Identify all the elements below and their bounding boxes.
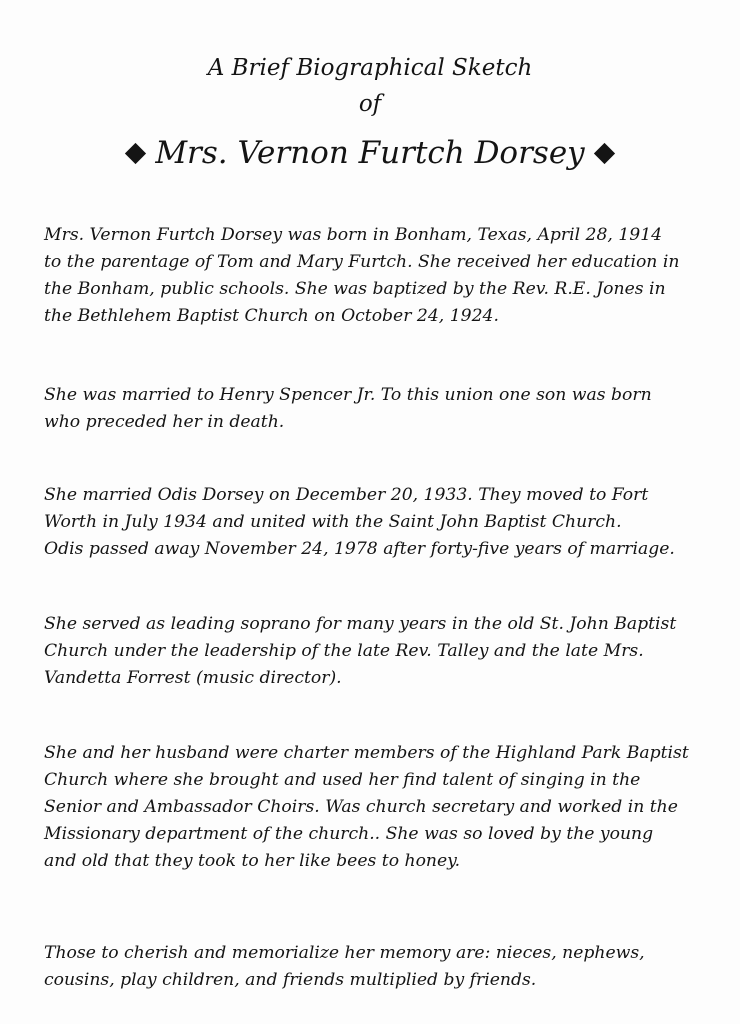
- paragraph-soprano: [44, 611, 734, 692]
- paragraph-line: the Bethlehem Baptist Church on October 24, 1924.: [44, 306, 499, 326]
- heading-line-1: A Brief Biographical Sketch: [207, 55, 533, 81]
- paragraph-line: Missionary department of the church.. She was so loved by the young: [44, 824, 654, 844]
- paragraph-line: to the parentage of Tom and Mary Furtch. She received her education in: [44, 252, 680, 272]
- paragraph-line: Church under the leadership of the late Rev. Talley and the late Mrs.: [44, 641, 644, 661]
- paragraph-line: Mrs. Vernon Furtch Dorsey was born in Bonham, Texas, April 28, 1914: [44, 225, 663, 245]
- paragraph-line: She married Odis Dorsey on December 20, 1933. They moved to Fort: [44, 485, 649, 505]
- heading-name: Mrs. Vernon Furtch Dorsey: [155, 135, 585, 171]
- paragraph-line: Odis passed away November 24, 1978 after forty-five years of marriage.: [44, 539, 675, 559]
- paragraph-line: Vandetta Forrest (music director).: [44, 668, 342, 688]
- paragraph-line: She served as leading soprano for many years in the old St. John Baptist: [44, 614, 677, 634]
- paragraph-line: She and her husband were charter members of the Highland Park Baptist: [44, 743, 689, 763]
- paragraph-line: Those to cherish and memorialize her memory are: nieces, nephews,: [44, 943, 645, 963]
- paragraph-line: and old that they took to her like bees to honey.: [44, 851, 461, 871]
- paragraph-birth: [44, 222, 734, 330]
- paragraph-charter-members: [44, 740, 734, 875]
- diamond-right-icon: [594, 142, 615, 163]
- heading-line-2: of: [358, 91, 382, 117]
- paragraph-line: Church where she brought and used her find talent of singing in the: [44, 770, 641, 790]
- paragraph-second-marriage: [44, 482, 734, 563]
- paragraph-line: Senior and Ambassador Choirs. Was church secretary and worked in the: [44, 797, 678, 817]
- diamond-left-icon: [125, 142, 146, 163]
- heading-name-row: [0, 132, 740, 174]
- paragraph-line: who preceded her in death.: [44, 412, 285, 432]
- paragraph-survivors: [44, 940, 734, 994]
- paragraph-line: Worth in July 1934 and united with the Saint John Baptist Church.: [44, 512, 622, 532]
- paragraph-first-marriage: [44, 382, 734, 436]
- paragraph-line: the Bonham, public schools. She was baptized by the Rev. R.E. Jones in: [44, 279, 666, 299]
- paragraph-line: She was married to Henry Spencer Jr. To this union one son was born: [44, 385, 652, 405]
- paragraph-line: cousins, play children, and friends multiplied by friends.: [44, 970, 537, 990]
